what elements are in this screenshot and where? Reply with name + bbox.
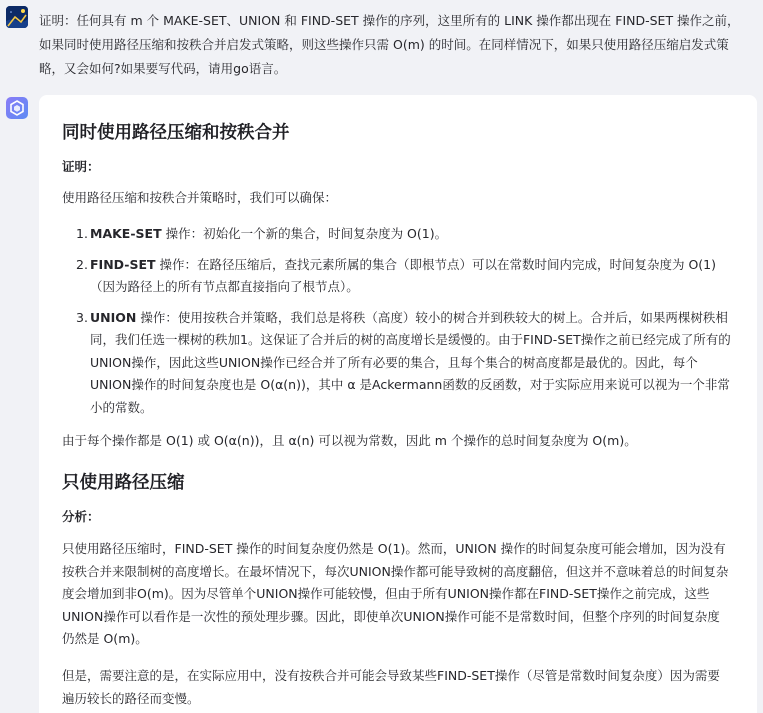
user-avatar-icon (6, 6, 28, 28)
list-item (62, 223, 734, 246)
list-item-term: UNION (90, 309, 137, 325)
proof-label: 证明： (62, 159, 100, 174)
list-item-number: 1. (76, 226, 88, 241)
list-item-text: 操作：初始化一个新的集合，时间复杂度为 O(1)。 (161, 226, 448, 241)
user-message (0, 0, 763, 88)
list-item-term: FIND-SET (90, 256, 156, 272)
proof-conclusion: 由于每个操作都是 O(1) 或 O(α(n))，且 α(n) 可以视为常数，因此 m 个操作的总时间复杂度为 O(m)。 (62, 433, 637, 448)
section-title-path-compression-and-rank: 同时使用路径压缩和按秩合并 (62, 123, 290, 143)
analysis-label: 分析： (62, 509, 100, 524)
list-item-number: 3. (76, 309, 88, 325)
assistant-logo-icon (6, 97, 28, 119)
section-title-path-compression-only: 只使用路径压缩 (62, 473, 185, 493)
assistant-answer-card (39, 95, 757, 713)
proof-intro: 使用路径压缩和按秩合并策略时，我们可以确保： (62, 190, 338, 205)
list-item-term: MAKE-SET (90, 226, 162, 241)
list-item-text: 操作：在路径压缩后，查找元素所属的集合（即根节点）可以在常数时间内完成，时间复杂度为 O(1)（因为路径上的所有节点都直接指向了根节点）。 (90, 256, 717, 294)
analysis-paragraph-1: 只使用路径压缩时，FIND-SET 操作的时间复杂度仍然是 O(1)。然而，UNION 操作的时间复杂度可能会增加，因为没有按秩合并来限制树的高度增长。在最坏情况下，每次UNION操作都可能导致树的高度翻倍，但这并不意味着总的时间复杂度会增加到非O(m)。因为尽管单个UNION操作可能较慢，但由于所有UNION操作都在FIND-SET操作之前完成，这些UNION操作可以看作是一次性的预处理步骤。因此，即使单次UNION操作可能不是常数时间，但整个序列的时间复杂度仍然是 O(m)。 (62, 541, 729, 646)
proof-steps-list (62, 223, 734, 427)
list-item-number: 2. (76, 256, 88, 272)
analysis-paragraph-2: 但是，需要注意的是，在实际应用中，没有按秩合并可能会导致某些FIND-SET操作（尽管是常数时间复杂度）因为需要遍历较长的路径而变慢。 (62, 668, 720, 706)
list-item (62, 307, 734, 420)
list-item-text: 操作：使用按秩合并策略，我们总是将秩（高度）较小的树合并到秩较大的树上。合并后，如果两棵树秩相同，我们任选一棵树的秩加1。这保证了合并后的树的高度增长是缓慢的。由于FIND-SET操作之前已经完成了所有的UNION操作，因此这些UNION操作已经合并了所有必要的集合，且每个集合的树高度都是最优的。因此，每个UNION操作的时间复杂度也是 O(α(n))，其中 α 是Ackermann函数的反函数，对于实际应用来说可以视为一个非常小的常数。 (90, 309, 731, 415)
list-item (62, 254, 734, 299)
user-message-text: 证明：任何具有 m 个 MAKE-SET、UNION 和 FIND-SET 操作的序列，这里所有的 LINK 操作都出现在 FIND-SET 操作之前，如果同时使用路径压缩和按秩合并启发式策略，则这些操作只需 O(m) 的时间。在同样情况下，如果只使用路径压缩启发式策略，又会如何?如果要写代码，请用go语言。 (39, 13, 740, 76)
